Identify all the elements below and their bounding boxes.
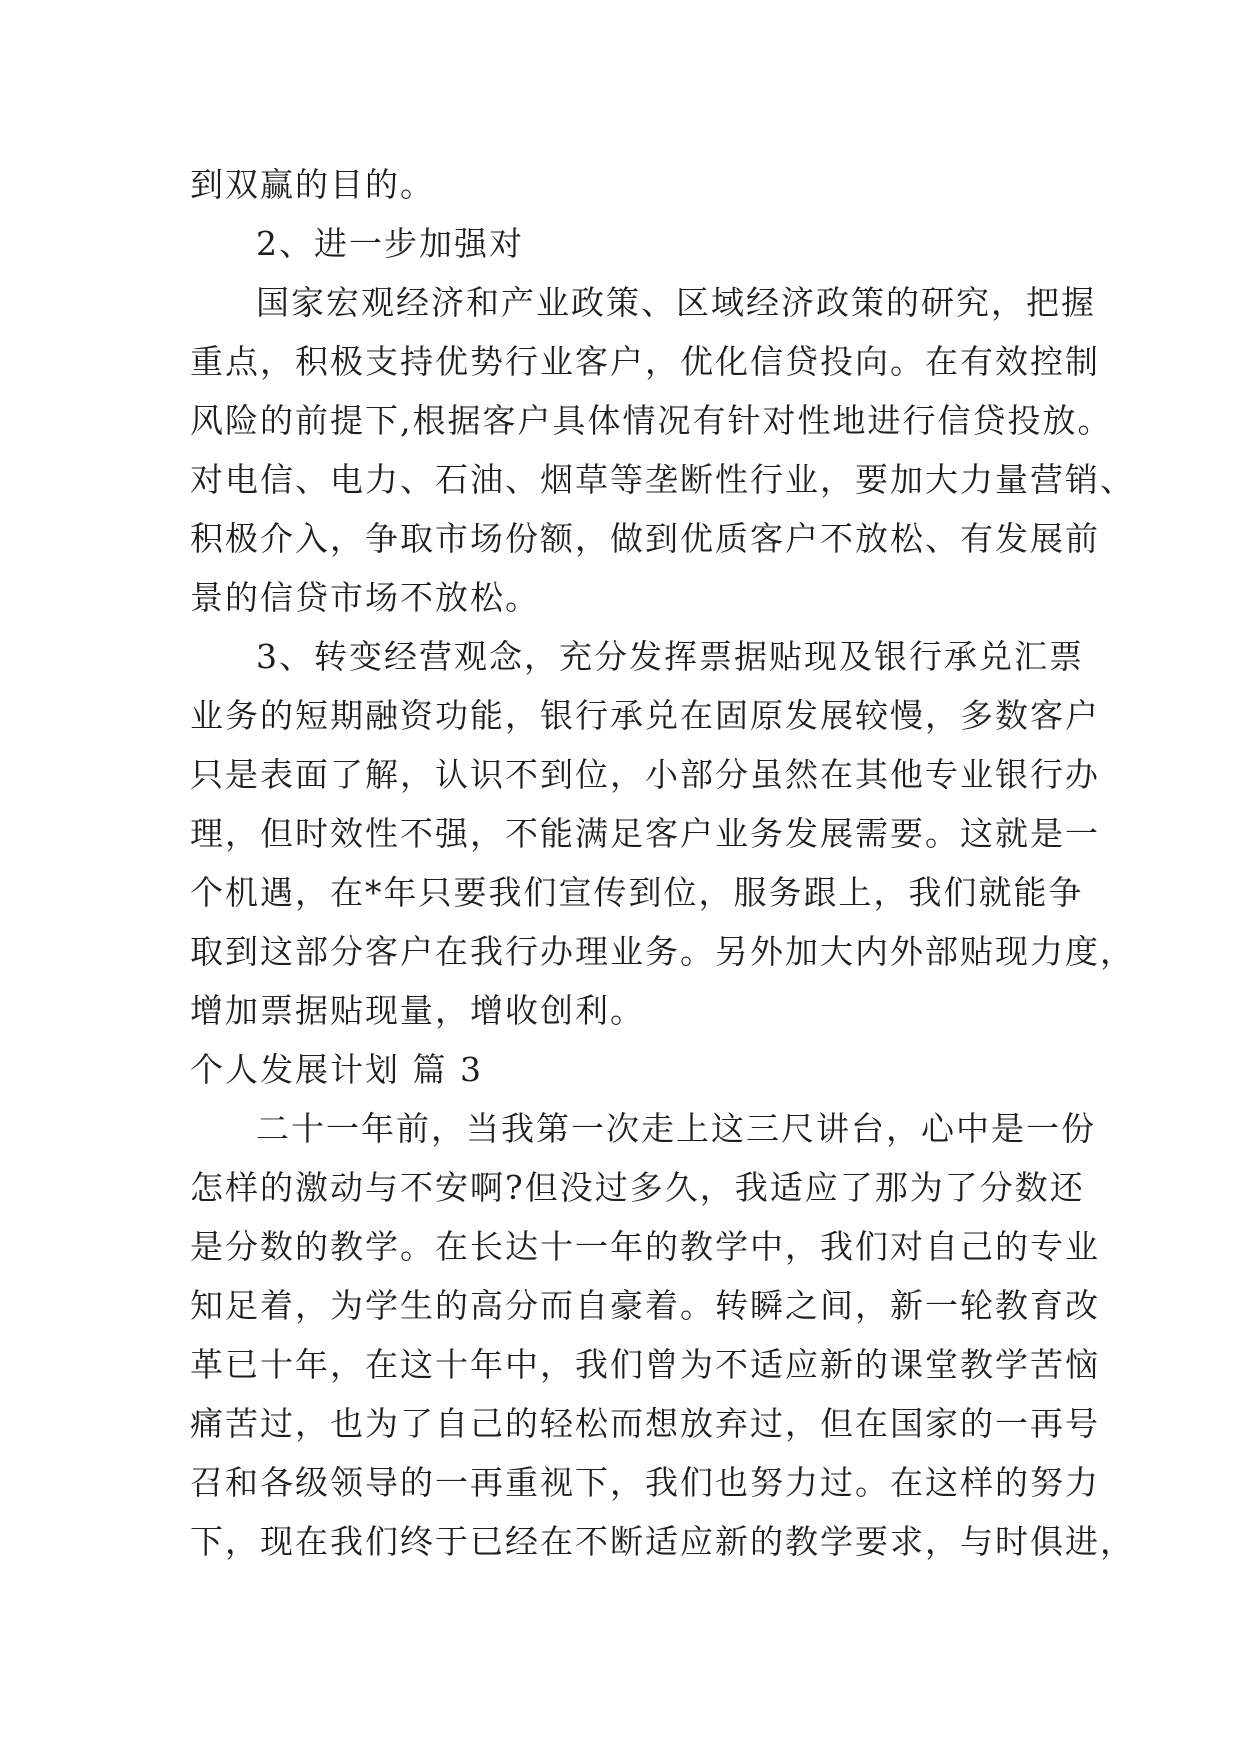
paragraph-line: 增加票据贴现量，增收创利。 [190,991,645,1030]
paragraph-line: 只是表面了解，认识不到位，小部分虽然在其他专业银行办 [190,755,1100,794]
paragraph-line: 景的信贷市场不放松。 [190,578,540,617]
list-item-heading: 2、进一步加强对 [256,224,524,263]
paragraph-line: 取到这部分客户在我行办理业务。另外加大内外部贴现力度， [190,932,1135,971]
paragraph-line: 下，现在我们终于已经在不断适应新的教学要求，与时俱进， [190,1522,1135,1561]
paragraph-line: 知足着，为学生的高分而自豪着。转瞬之间，新一轮教育改 [190,1286,1100,1325]
paragraph-line: 痛苦过，也为了自己的轻松而想放弃过，但在国家的一再号 [190,1404,1100,1443]
paragraph-line: 二十一年前，当我第一次走上这三尺讲台，心中是一份 [256,1109,1096,1148]
paragraph-line: 业务的短期融资功能，银行承兑在固原发展较慢，多数客户 [190,696,1100,735]
section-title: 个人发展计划 篇 3 [190,1050,483,1089]
paragraph-line: 国家宏观经济和产业政策、区域经济政策的研究，把握 [256,283,1096,322]
paragraph-line: 个机遇，在*年只要我们宣传到位，服务跟上，我们就能争 [190,873,1084,912]
paragraph-line: 重点，积极支持优势行业客户，优化信贷投向。在有效控制 [190,342,1100,381]
paragraph-line: 召和各级领导的一再重视下，我们也努力过。在这样的努力 [190,1463,1100,1502]
paragraph-line: 到双赢的目的。 [190,165,435,204]
paragraph-line: 革已十年，在这十年中，我们曾为不适应新的课堂教学苦恼 [190,1345,1100,1384]
paragraph-line: 是分数的教学。在长达十一年的教学中，我们对自己的专业 [190,1227,1100,1266]
paragraph-line: 积极介入，争取市场份额，做到优质客户不放松、有发展前 [190,519,1100,558]
paragraph-line: 理，但时效性不强，不能满足客户业务发展需要。这就是一 [190,814,1100,853]
paragraph-line: 怎样的激动与不安啊?但没过多久，我适应了那为了分数还 [190,1168,1085,1207]
paragraph-line: 对电信、电力、石油、烟草等垄断性行业，要加大力量营销、 [190,460,1135,499]
paragraph-line: 风险的前提下,根据客户具体情况有针对性地进行信贷投放。 [190,401,1113,440]
paragraph-line: 3、转变经营观念，充分发挥票据贴现及银行承兑汇票 [256,637,1084,676]
